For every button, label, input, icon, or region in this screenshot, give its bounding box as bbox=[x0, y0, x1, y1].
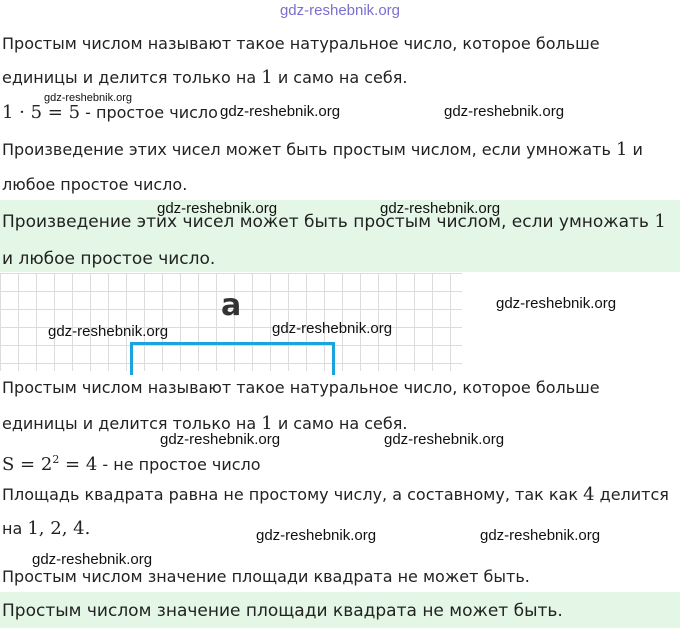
watermark[interactable]: gdz-reshebnik.org bbox=[157, 200, 278, 217]
paragraph-prime-definition-4: единицы и делится только на 1 и само на себя. bbox=[2, 413, 408, 434]
watermark[interactable]: gdz-reshebnik.org bbox=[380, 200, 501, 217]
watermark[interactable]: gdz-reshebnik.org bbox=[480, 527, 601, 544]
watermark[interactable]: gdz-reshebnik.org bbox=[220, 103, 341, 120]
equation-1-5: 1 · 5 = 5 - простое число bbox=[2, 102, 218, 123]
highlight-answer-2-line: Простым числом значение площади квадрата не может быть. bbox=[2, 601, 563, 621]
paragraph-prime-definition-1: Простым числом называют такое натуральное число, которое больше bbox=[2, 34, 600, 53]
watermark[interactable]: gdz-reshebnik.org bbox=[496, 295, 617, 312]
side-label-a: a bbox=[221, 288, 242, 323]
watermark[interactable]: gdz-reshebnik.org bbox=[272, 320, 393, 337]
highlight-answer-1-line-1: Произведение этих чисел может быть простым числом, если умножать 1 bbox=[2, 211, 666, 232]
watermark[interactable]: gdz-reshebnik.org bbox=[160, 431, 281, 448]
side-bracket bbox=[130, 342, 335, 375]
watermark[interactable]: gdz-reshebnik.org bbox=[48, 323, 169, 340]
paragraph-product-2: любое простое число. bbox=[2, 175, 188, 194]
paragraph-product-1: Произведение этих чисел может быть простым числом, если умножать 1 и bbox=[2, 139, 643, 160]
watermark[interactable]: gdz-reshebnik.org bbox=[256, 527, 377, 544]
paragraph-prime-definition-2: единицы и делится только на 1 и само на себя. bbox=[2, 67, 408, 88]
paragraph-conclusion: Простым числом значение площади квадрата не может быть. bbox=[2, 567, 530, 586]
paragraph-prime-definition-3: Простым числом называют такое натуральное число, которое больше bbox=[2, 378, 600, 397]
watermark[interactable]: gdz-reshebnik.org bbox=[444, 103, 565, 120]
watermark[interactable]: gdz-reshebnik.org bbox=[384, 431, 505, 448]
paragraph-area-composite-1: Площадь квадрата равна не простому числу, а составному, так как 4 делится bbox=[2, 484, 669, 505]
highlight-answer-1-line-2: и любое простое число. bbox=[2, 249, 216, 269]
watermark[interactable]: gdz-reshebnik.org bbox=[44, 92, 133, 104]
paragraph-area-composite-2: на 1, 2, 4. bbox=[2, 518, 91, 539]
watermark[interactable]: gdz-reshebnik.org bbox=[32, 551, 153, 568]
watermark-top[interactable]: gdz-reshebnik.org bbox=[279, 2, 401, 19]
equation-square-area: $S = 2^2 = 4$ - не простое число bbox=[2, 453, 261, 475]
